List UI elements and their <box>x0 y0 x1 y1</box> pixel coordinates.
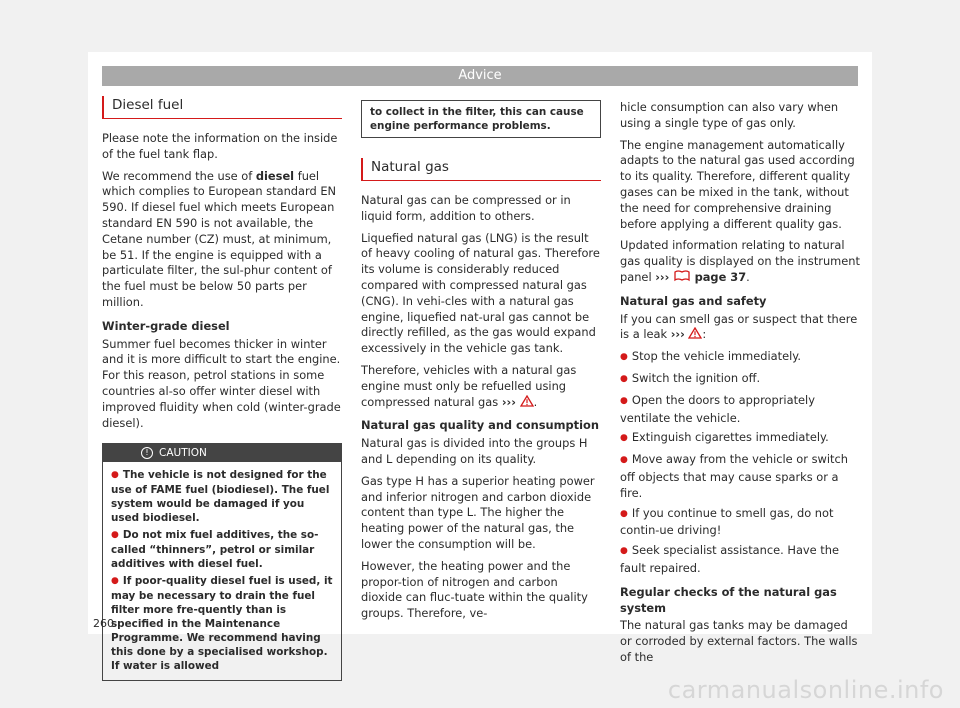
list-item: ● If you continue to smell gas, do not contin-ue driving! <box>620 506 860 540</box>
paragraph: Please note the information on the inside of the fuel tank flap. <box>102 131 338 161</box>
list-item: ● Stop the vehicle immediately. <box>620 349 860 367</box>
section-title-natural-gas: Natural gas <box>361 158 601 181</box>
paragraph: Therefore, vehicles with a natural gas engine must only be refuelled using compressed natural gas ››› . <box>361 362 577 409</box>
list-item: ● Switch the ignition off. <box>620 371 860 389</box>
column-3 <box>620 100 860 672</box>
paragraph: Natural gas is divided into the groups H and L depending on its quality. <box>361 436 588 466</box>
paragraph: Liquefied natural gas (LNG) is the result of heavy cooling of natural gas. Therefore its volume is considerably reduced compared with compressed natural gas (CNG). In vehi-cles with a natural gas engine, liquefied nat-ural gas cannot be directly refilled, as the gas would expand excessively in the vehicle gas tank. <box>361 230 600 356</box>
paragraph: We recommend the use of diesel fuel which complies to European standard EN 590. If diesel fuel which meets European standard EN 590 is not available, the Cetane number (CZ) must, at minimum, be 51. If the engine is equipped with a particulate filter, the sul-phur content of the fuel must be below 50 parts per million. <box>102 168 337 309</box>
subheading: Regular checks of the natural gas system <box>620 584 837 615</box>
paragraph: Natural gas can be compressed or in liquid form, addition to others. <box>361 193 571 223</box>
info-icon: ! <box>141 447 153 459</box>
page-number: 260 <box>93 617 114 630</box>
warning-triangle-icon <box>520 395 534 407</box>
paragraph: However, the heating power and the propor-tion of nitrogen and carbon dioxide can fluc-tuate within the quality groups. Therefore, ve- <box>361 558 588 621</box>
paragraph: The engine management automatically adapts to the natural gas used according to its quality. Therefore, different quality gases can be mixed in the tank, without the need for comprehensive draining before applying a different quality gas. <box>620 137 855 231</box>
subheading: Natural gas and safety <box>620 293 767 308</box>
list-item: ● Extinguish cigarettes immediately. <box>620 430 860 448</box>
warning-triangle-icon <box>688 327 702 339</box>
book-page-icon[interactable] <box>673 270 691 282</box>
subheading: Natural gas quality and consumption <box>361 418 599 433</box>
list-item: ● Open the doors to appropriately ventilate the vehicle. <box>620 393 860 427</box>
watermark: carmanualsonline.info <box>667 676 944 704</box>
caution-box-continued: to collect in the filter, this can cause engine performance problems. <box>361 100 601 138</box>
cross-reference[interactable]: ››› <box>655 269 670 284</box>
page-header: Advice <box>102 66 858 86</box>
cross-reference[interactable]: ››› <box>670 327 685 342</box>
paragraph: Gas type H has a superior heating power and inferior nitrogen and carbon dioxide content than type L. The higher the heating power of the natural gas, the lower the consumption will be. <box>361 473 595 551</box>
paragraph: Updated information relating to natural gas quality is displayed on the instrument panel ››› page 37. <box>620 238 860 284</box>
caution-item: ● If poor-quality diesel fuel is used, it may be necessary to drain the fuel filter more fre-quently than is specified in the Maintenance Programme. We recommend having this done by a specialised workshop. If water is allowed <box>111 574 333 673</box>
column-2 <box>361 100 601 628</box>
caution-body <box>103 462 341 680</box>
caution-item: ● Do not mix fuel additives, the so-called “thinners”, petrol or similar additives with diesel fuel. <box>111 528 333 571</box>
list-item: ● Move away from the vehicle or switch off objects that may cause sparks or a fire. <box>620 452 860 501</box>
caution-header: ! CAUTION <box>103 444 341 462</box>
column-1 <box>102 96 342 681</box>
caution-item: ● The vehicle is not designed for the use of FAME fuel (biodiesel). The fuel system would be damaged if you used biodiesel. <box>111 468 333 525</box>
paragraph: If you can smell gas or suspect that there is a leak ››› : <box>620 311 858 342</box>
paragraph: The natural gas tanks may be damaged or corroded by external factors. The walls of the <box>620 618 858 664</box>
paragraph: hicle consumption can also vary when using a single type of gas only. <box>620 100 839 130</box>
list-item: ● Seek specialist assistance. Have the fault repaired. <box>620 543 860 577</box>
page-link[interactable]: page 37 <box>694 269 747 284</box>
section-title-diesel: Diesel fuel <box>102 96 342 119</box>
paragraph: Summer fuel becomes thicker in winter and it is more difficult to start the engine. For this reason, petrol stations in some countries al-so offer winter diesel with improved fluidity when cold (winter-grade diesel). <box>102 336 341 430</box>
caution-box <box>102 443 342 681</box>
cross-reference[interactable]: ››› <box>501 394 516 409</box>
subheading: Winter-grade diesel <box>102 318 230 333</box>
